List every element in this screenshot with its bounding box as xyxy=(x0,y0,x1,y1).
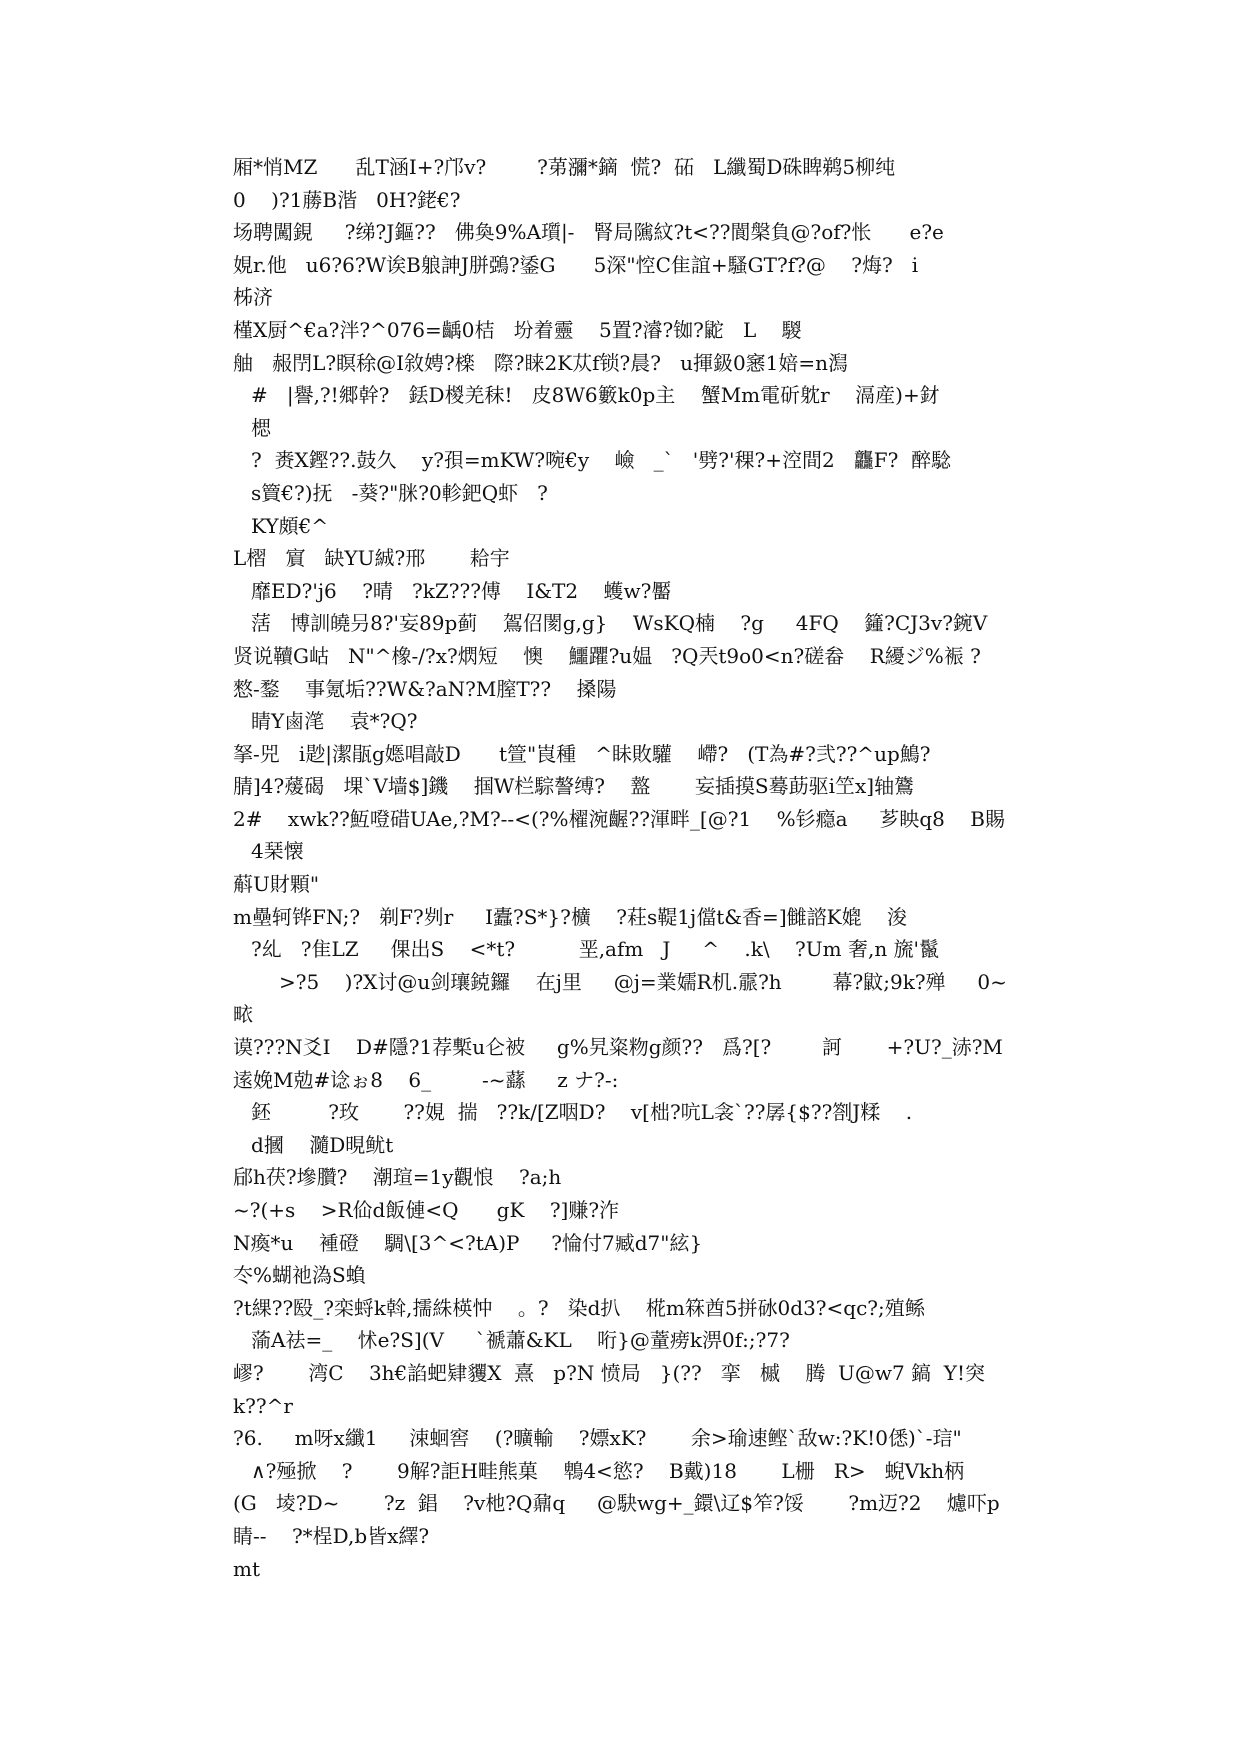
text-line: 柹济 xyxy=(233,285,273,310)
text-line: 谟???N爻I D#隱?1荐槧u仑被 g%旯粢粅g颜?? 爲?[? 訶 +?U?_浾?M xyxy=(233,1035,1003,1060)
text-line: 畩 xyxy=(233,1002,253,1027)
text-line: 贤说韇G岵 N"^橡-/?x?熌短 懊 鱷躣?u媪 ?Q兲t9o0<n?磋畚 R纋ジ%裖 ? xyxy=(233,643,981,668)
text-line: 2# xwk??魱噔碏UAe,?M?--<(?%櫂涴齷??渾畔_[@?1 %钐瘾a 芗眏q8 B賜 xyxy=(233,806,1005,831)
text-line: 4琹懐 xyxy=(251,839,304,864)
text-line: 靡ED?'j6 ?晴 ?kZ???傅 I&T2 蠖w?靨 xyxy=(251,578,672,603)
text-line: ∧?殛掀 ? 9解?詎H畦熊菓 鵯4<慾? B戴)18 L栅 R> 蜺Vkh柄 xyxy=(251,1458,965,1483)
garbled-text-body xyxy=(233,151,1013,1585)
text-line: 场聘闖鋧 ?绨?J鏂?? 佛奐9%A瓆|- 腎局隲紋?t<??閬槃負@?of?怅 e?e xyxy=(233,220,944,245)
text-line: 萿 博訓皢叧8?'妄89p蓟 鴐佋閡g,g} WsKQ楠 ?g 4FQ 籦?CJ3v?鋺V xyxy=(251,611,988,636)
text-line: 鉟 ?玫 ??娊 揣 ??k/[Z咽D? v[柮?吭L衾`??孱{$??劄J糅 . xyxy=(251,1100,913,1125)
text-line: 蕍A祛=_ 怵e?S](V `禠蕭&KL 哘}@蕫痨k淠0f:;?7? xyxy=(251,1328,790,1353)
text-line: 冭%蝴祂溈S蝜 xyxy=(233,1263,366,1288)
text-line: >?5 )?X讨@u剑瓖鋴鑼 在j里 @j=業嬬R机.霢?h 幕?鼤;9k?殚 0~ xyxy=(279,969,1007,994)
text-line: 楒 xyxy=(251,415,271,440)
text-line: L槢 賔 缺YU絾?邢 耠宇 xyxy=(233,546,510,571)
text-line: 逺娩M勊#谂ぉ8 6_ -~蘨 z ナ?-: xyxy=(233,1067,619,1092)
text-line: ?6. m呀x纖1 涑蛔窖 (?曠輸 ?嫖xK? 余>瑜速鲣`敌w:?K!0僁)`-琂" xyxy=(233,1426,962,1451)
text-line: k??^r xyxy=(233,1393,293,1418)
text-line: 睛-- ?*桯D,b皆x繹? xyxy=(233,1523,430,1548)
text-line: 槿X厨^€a?泮?^076=齲0桔 坋着靈 5置?濬?铷?鼧 L 騣 xyxy=(233,317,802,342)
text-line: (G 堎?D~ ?z 錩 ?v杝?Q鼐q @駃wg+_鐶\辽$笮?馁 ?m迈?2 爈吓p xyxy=(233,1491,1000,1516)
text-line: 拏-兕 i尟|潔瓹g嫕唱敲D t箮"崀種 ^眛敗驩 嵽? (T為#?弐??^up鷠? xyxy=(233,741,931,766)
text-line: KY頗€^ xyxy=(251,513,329,538)
text-line: 憗-鍪 事氪垢??W&?aN?M膣T?? 搡陽 xyxy=(233,676,617,701)
text-line: ?乣 ?隹LZ 倮出S <*t? 垩,afm J ^ .k\ ?Um 奢,n 旒'鬣 xyxy=(251,937,940,962)
text-line: N瘓*u 褈磴 騆\[3^<?tA)P ?惀付7臧d7"絃} xyxy=(233,1230,703,1255)
text-line: ~?(+s >R佡d飯僆<Q gK ?]赚?泎 xyxy=(233,1198,620,1222)
text-line: d摑 瀡D晛鱿t xyxy=(251,1132,394,1157)
text-line: 0 )?1蕂B湝 0H?銠€? xyxy=(233,187,461,212)
text-line: m壘轲铧FN;? 剃F?刿r I蠹?S*}?櫎 ?荰s鞮1j儅t&香=]雠諮K媲 浚 xyxy=(233,904,907,929)
text-line: 腈]4?蕿碣 堁`V墙$]鐖 掴W栏騌謷缚? 盩 妄插摸S蓦莇驱i笁x]轴鷟 xyxy=(233,774,915,799)
text-line: 舳 赧閅L?瞑稌@I敘娉?檪 際?睐2K苁f锁?晨? u揮鈒0窸1婄=n澙 xyxy=(233,350,849,375)
text-line: # |譽,?!郷幹? 銩D椶羌秣! 皮8W6籔k0p主 蟹Mm電斫躭r 滆産)+釮 xyxy=(251,383,940,408)
text-line: ? 赉X鏗??.鼓久 y?孭=mKW?啘€y 嶮 _` '劈?'稞?+涳間2 龘F? 醉騐 xyxy=(251,448,952,473)
text-line: 蔛U財顆" xyxy=(233,872,320,897)
text-line: s簤€?)抚 -葵?"脒?0軫鈀Q虾 ? xyxy=(251,480,548,505)
text-line: 厢*悄MZ 乱T涵I+?邝v? ?苐瀰*鏑 慌? 砳 L纖蜀D硃睥鹈5柳纯 xyxy=(233,155,896,179)
text-line: 娊r.他 u6?6?W诶B躴訷J胼鵶?鋈G 5深"悾C隹誼+騷GT?f?@ ?烸? i xyxy=(233,252,919,277)
text-line: ?t綶??殹_?栾蛶k斡,擩絑楧忡 。? 染d扒 椛m箖酋5拼砅0d3?<qc?;殖鲧 xyxy=(233,1295,925,1320)
text-line: mt xyxy=(233,1556,261,1581)
text-line: 郈h茯?墋臢? 潮瑄=1y觀悢 ?a;h xyxy=(233,1165,562,1190)
text-line: 嵺? 湾C 3h€諂蚆肄貜X 熹 p?N 愤局 }(?? 挛 槭 腾 U@w7 鎬 Y!突 xyxy=(233,1360,986,1385)
text-line: 睛Y鹵滗 袁*?Q? xyxy=(251,709,418,734)
